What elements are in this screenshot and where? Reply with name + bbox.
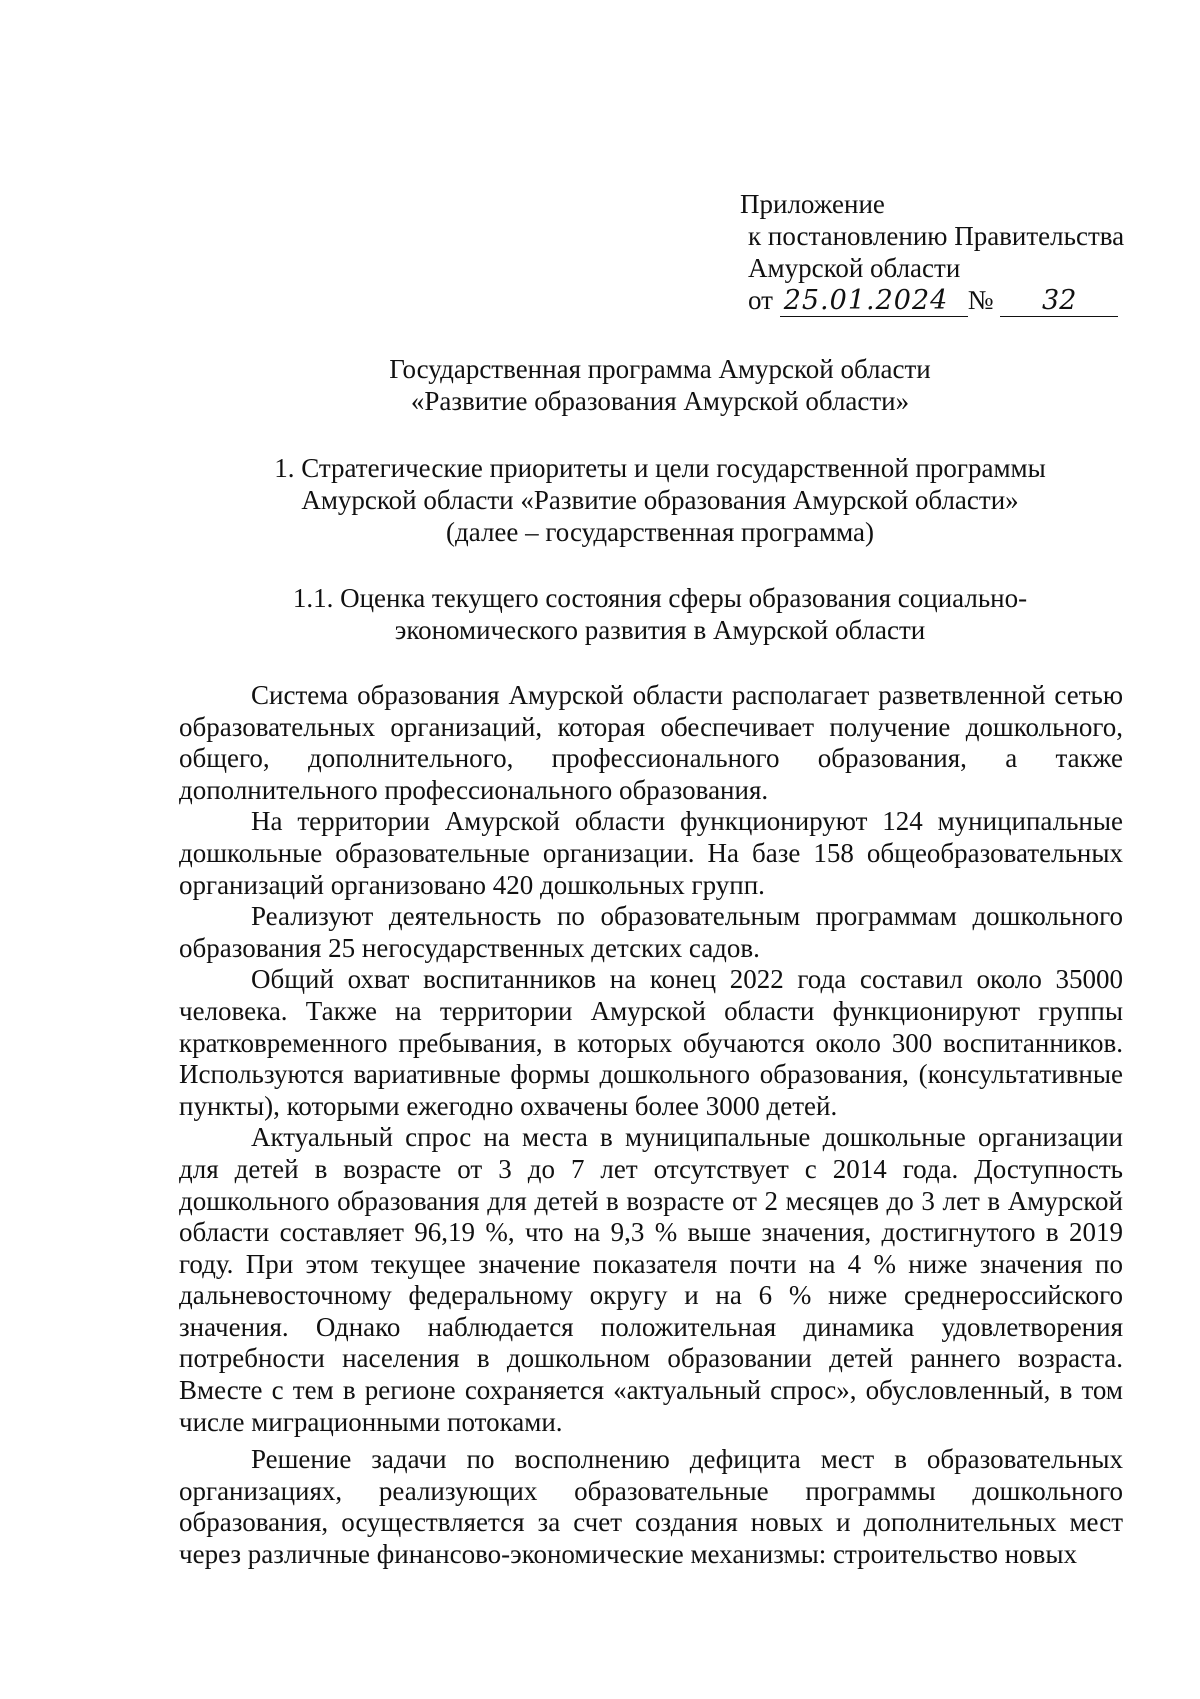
program-title-line: «Развитие образования Амурской области»	[410, 386, 910, 416]
from-label: от	[748, 285, 773, 315]
section-heading-line: (далее – государственная программа)	[446, 517, 874, 547]
section-heading-line: Амурской области «Развитие образования Амурской области»	[301, 485, 1019, 515]
section-1-heading	[160, 452, 1160, 548]
number-label: №	[967, 285, 994, 315]
subsection-heading-line: 1.1. Оценка текущего состояния сферы образования социально-	[292, 583, 1028, 613]
handwritten-number: 32	[1000, 286, 1118, 317]
appendix-reference: к постановлению Правительства	[748, 221, 1125, 251]
program-title-line: Государственная программа Амурской области	[389, 354, 931, 384]
appendix-region: Амурской области	[748, 253, 961, 283]
paragraph: Система образования Амурской области располагает разветвленной сетью образовательных организаций, которая обеспечивает получение дошкольного, общего, дополнительного, профессионального образования, а также дополнительного профессионального образования.	[179, 680, 1123, 805]
program-title	[160, 353, 1160, 417]
handwritten-date: 25.01.2024	[780, 286, 968, 317]
appendix-title: Приложение	[740, 189, 885, 219]
paragraph: Реализуют деятельность по образовательным программам дошкольного образования 25 негосударственных детских садов.	[179, 901, 1123, 963]
appendix-date-number-line	[748, 284, 1160, 317]
section-1-1-heading	[160, 582, 1160, 646]
appendix-header	[740, 188, 1160, 317]
paragraph: Решение задачи по восполнению дефицита мест в образовательных организациях, реализующих образовательные программы дошкольного образования, осуществляется за счет создания новых и дополнительных мест через различные финансово-экономические механизмы: строительство новых	[179, 1444, 1123, 1570]
paragraph: Актуальный спрос на места в муниципальные дошкольные организации для детей в возрасте от 3 до 7 лет отсутствует с 2014 года. Доступность дошкольного образования для детей в возрасте от 2 месяцев до 3 лет в Амурской области составляет 96,19 %, что на 9,3 % выше значения, достигнутого в 2019 году. При этом текущее значение показателя почти на 4 % ниже значения по дальневосточному федеральному округу и на 6 % ниже среднероссийского значения. Однако наблюдается положительная динамика удовлетворения потребности населения в дошкольном образовании детей раннего возраста. Вместе с тем в регионе сохраняется «актуальный спрос», обусловленный, в том числе миграционными потоками.	[179, 1122, 1123, 1437]
paragraph: Общий охват воспитанников на конец 2022 года составил около 35000 человека. Также на территории Амурской области функционируют группы кратковременного пребывания, в которых обучаются около 300 воспитанников. Используются вариативные формы дошкольного образования, (консультативные пункты), которыми ежегодно охвачены более 3000 детей.	[179, 964, 1123, 1121]
paragraph: На территории Амурской области функционируют 124 муниципальные дошкольные образовательные организации. На базе 158 общеобразовательных организаций организовано 420 дошкольных групп.	[179, 806, 1123, 900]
subsection-heading-line: экономического развития в Амурской области	[394, 615, 926, 645]
body-text	[179, 680, 1123, 1571]
section-heading-line: 1. Стратегические приоритеты и цели государственной программы	[274, 453, 1046, 483]
